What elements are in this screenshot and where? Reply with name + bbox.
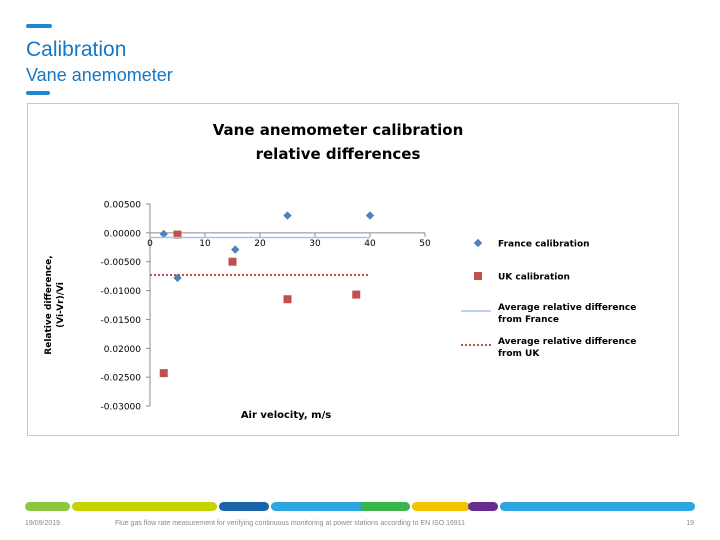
footer-strip-segment xyxy=(72,502,217,511)
y-axis-label xyxy=(44,255,66,354)
y-tick-label: -0.01500 xyxy=(100,315,141,326)
y-tick-label: -0.02500 xyxy=(100,373,141,384)
footer-strip-segment xyxy=(25,502,70,511)
footer-color-strip xyxy=(25,502,695,511)
y-tick-label: 0.02000 xyxy=(103,344,141,355)
chart-frame xyxy=(27,103,679,436)
y-axis-label-line-1: Relative difference, xyxy=(44,255,54,355)
legend-average-uk-label: from UK xyxy=(498,349,540,359)
france-calibration-point xyxy=(366,211,374,219)
france-calibration-point xyxy=(283,211,291,219)
footer-text: Flue gas flow rate measurement for verifying continuous monitoring at power stations according to EN ISO 16911 xyxy=(115,520,466,527)
uk-calibration-point xyxy=(160,369,168,377)
chart-title-line-2: relative differences xyxy=(255,145,421,163)
y-tick-label: 0.00000 xyxy=(103,229,141,240)
legend-france-calibration-marker xyxy=(474,239,482,247)
legend-average-uk-label: Average relative difference xyxy=(498,337,637,347)
x-tick-label: 30 xyxy=(309,238,321,249)
y-tick-label: -0.01000 xyxy=(100,287,141,298)
y-axis-label-line-2: (Vi-Vr)/Vi xyxy=(56,282,66,328)
y-tick-label: -0.00500 xyxy=(100,258,141,269)
france-calibration-point xyxy=(231,245,239,253)
chart-svg xyxy=(28,104,678,435)
x-tick-label: 20 xyxy=(254,238,266,249)
footer-strip-segment xyxy=(500,502,695,511)
subtitle-accent-bar xyxy=(26,91,50,95)
legend-uk-calibration-label: UK calibration xyxy=(498,272,570,283)
x-tick-label: 10 xyxy=(199,238,211,249)
slide-title: Calibration xyxy=(26,38,127,61)
chart-legend xyxy=(461,239,636,359)
uk-calibration-point xyxy=(229,258,237,266)
x-axis-label: Air velocity, m/s xyxy=(240,410,332,421)
footer-date: 19/09/2019 xyxy=(25,520,61,527)
uk-calibration-point xyxy=(352,291,360,299)
y-tick-label: -0.03000 xyxy=(100,402,141,413)
slide-subtitle: Vane anemometer xyxy=(26,65,173,85)
legend-france-calibration-label: France calibration xyxy=(498,239,590,250)
footer-page-number: 19 xyxy=(686,520,694,527)
uk-calibration-point xyxy=(284,295,292,303)
x-tick-label: 0 xyxy=(147,238,153,249)
footer-strip-segment xyxy=(219,502,269,511)
legend-average-france-label: from France xyxy=(498,315,559,325)
plot-layer xyxy=(101,201,431,413)
x-tick-label: 40 xyxy=(364,238,376,249)
footer-strip-segment xyxy=(468,502,498,511)
x-tick-label: 50 xyxy=(419,238,431,249)
legend-average-france-label: Average relative difference xyxy=(498,303,637,313)
footer-strip-segment xyxy=(360,502,410,511)
y-tick-label: 0.00500 xyxy=(103,200,141,211)
chart-title-line-1: Vane anemometer calibration xyxy=(212,121,464,139)
legend-uk-calibration-marker xyxy=(474,272,482,280)
footer-strip-segment xyxy=(412,502,470,511)
title-accent-bar xyxy=(26,24,52,28)
